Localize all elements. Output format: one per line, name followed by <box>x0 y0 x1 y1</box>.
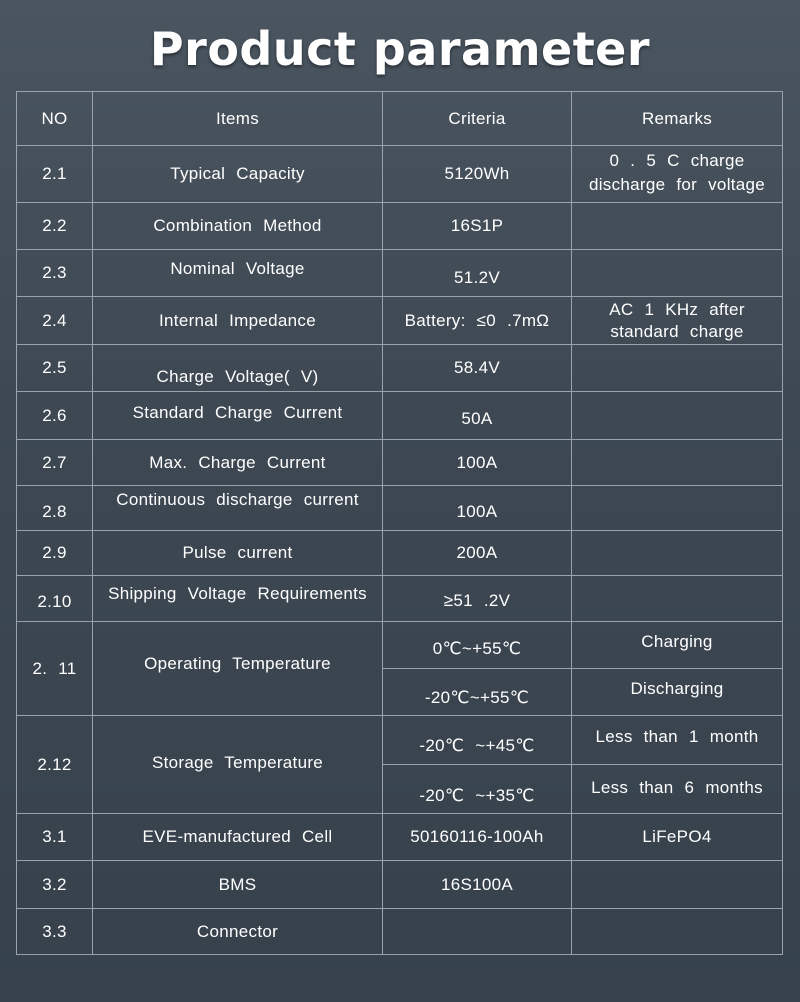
row-remarks <box>572 440 783 486</box>
row-remarks: AC 1 KHz after standard charge <box>572 297 783 345</box>
row-remarks: 0 . 5 C charge discharge for voltage <box>572 146 783 203</box>
table-row <box>17 297 783 345</box>
row-criteria: 100A <box>383 440 572 486</box>
row-item: Combination Method <box>93 203 383 250</box>
row-no: 2.3 <box>17 250 93 297</box>
row-no: 3.3 <box>17 909 93 955</box>
row-criteria <box>383 909 572 955</box>
row-item: Pulse current <box>93 531 383 576</box>
header-remarks: Remarks <box>572 92 783 146</box>
row-no: 2.2 <box>17 203 93 250</box>
row-no: 2.8 <box>17 486 93 531</box>
table-row <box>17 146 783 203</box>
row-item: Internal Impedance <box>93 297 383 345</box>
row-no: 3.1 <box>17 814 93 861</box>
row-no: 2. 11 <box>17 622 93 716</box>
row-remarks: Less than 1 month <box>572 716 783 765</box>
table-row-operating-temperature <box>17 622 783 669</box>
row-no: 2.1 <box>17 146 93 203</box>
row-item: Standard Charge Current <box>93 392 383 440</box>
row-no: 2.4 <box>17 297 93 345</box>
row-criteria: 5120Wh <box>383 146 572 203</box>
row-criteria: -20℃ ~+35℃ <box>383 765 572 814</box>
row-criteria: 100A <box>383 486 572 531</box>
table-row <box>17 531 783 576</box>
table-row <box>17 486 783 531</box>
row-remarks <box>572 576 783 622</box>
row-remarks <box>572 861 783 909</box>
row-criteria: Battery: ≤0 .7mΩ <box>383 297 572 345</box>
row-item: Charge Voltage( V) <box>93 345 383 392</box>
row-no: 2.7 <box>17 440 93 486</box>
row-remarks <box>572 909 783 955</box>
row-criteria: 58.4V <box>383 345 572 392</box>
row-remarks <box>572 486 783 531</box>
row-item: Typical Capacity <box>93 146 383 203</box>
row-criteria: 16S100A <box>383 861 572 909</box>
row-no: 2.9 <box>17 531 93 576</box>
row-remarks <box>572 531 783 576</box>
row-criteria: 50160116-100Ah <box>383 814 572 861</box>
row-remarks <box>572 203 783 250</box>
row-criteria: -20℃~+55℃ <box>383 669 572 716</box>
row-criteria: 0℃~+55℃ <box>383 622 572 669</box>
row-criteria: 200A <box>383 531 572 576</box>
row-item: Operating Temperature <box>93 622 383 716</box>
row-item: Nominal Voltage <box>93 250 383 297</box>
parameter-table <box>16 91 783 955</box>
row-item: Max. Charge Current <box>93 440 383 486</box>
row-no: 2.5 <box>17 345 93 392</box>
row-remarks: Charging <box>572 622 783 669</box>
row-criteria: 51.2V <box>383 250 572 297</box>
row-criteria: 50A <box>383 392 572 440</box>
header-no: NO <box>17 92 93 146</box>
table-row <box>17 250 783 297</box>
table-row <box>17 909 783 955</box>
row-remarks <box>572 250 783 297</box>
row-no: 3.2 <box>17 861 93 909</box>
table-row <box>17 861 783 909</box>
table-header-row <box>17 92 783 146</box>
row-item: EVE-manufactured Cell <box>93 814 383 861</box>
row-item: Connector <box>93 909 383 955</box>
row-no: 2.10 <box>17 576 93 622</box>
row-criteria: 16S1P <box>383 203 572 250</box>
page-title: Product parameter <box>149 22 651 76</box>
row-remarks <box>572 345 783 392</box>
table-row <box>17 203 783 250</box>
row-remarks: Discharging <box>572 669 783 716</box>
table-row <box>17 814 783 861</box>
row-no: 2.6 <box>17 392 93 440</box>
row-item: Continuous discharge current <box>93 486 383 531</box>
row-remarks: LiFePO4 <box>572 814 783 861</box>
row-no: 2.12 <box>17 716 93 814</box>
header-criteria: Criteria <box>383 92 572 146</box>
row-item: Shipping Voltage Requirements <box>93 576 383 622</box>
row-remarks: Less than 6 months <box>572 765 783 814</box>
row-remarks <box>572 392 783 440</box>
table-row <box>17 440 783 486</box>
table-row <box>17 576 783 622</box>
row-item: Storage Temperature <box>93 716 383 814</box>
table-row <box>17 392 783 440</box>
table-row <box>17 345 783 392</box>
row-item: BMS <box>93 861 383 909</box>
row-criteria: -20℃ ~+45℃ <box>383 716 572 765</box>
header-items: Items <box>93 92 383 146</box>
row-criteria: ≥51 .2V <box>383 576 572 622</box>
table-row-storage-temperature <box>17 716 783 765</box>
